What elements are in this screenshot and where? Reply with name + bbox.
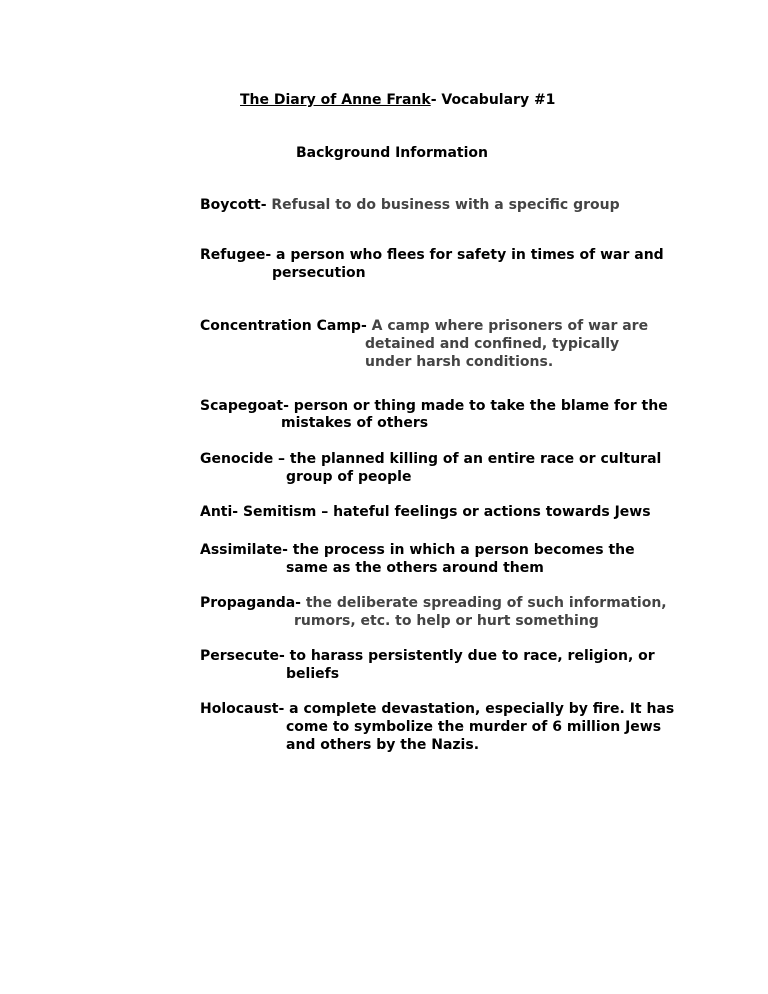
- vocab-entry-genocide: [200, 450, 661, 468]
- vocab-term: Boycott-: [200, 197, 267, 213]
- vocab-entry-concentration-camp: [200, 317, 648, 335]
- vocab-entry-anti-semitism: [200, 503, 651, 521]
- vocab-definition-continued: persecution: [272, 265, 366, 281]
- vocab-definition: the deliberate spreading of such information,: [300, 595, 667, 611]
- vocab-definition: to harass persistently due to race, religion, or: [284, 648, 655, 664]
- vocab-entry-assimilate: [200, 541, 635, 559]
- vocab-definition: A camp where prisoners of war are: [366, 318, 649, 334]
- vocab-entry-boycott: [200, 196, 620, 214]
- vocab-term: Propaganda-: [200, 595, 301, 611]
- vocab-definition: person or thing made to take the blame for the: [288, 398, 668, 414]
- vocab-definition-continued: rumors, etc. to help or hurt something: [294, 613, 599, 629]
- vocab-term: Genocide: [200, 451, 274, 467]
- title-rest: - Vocabulary #1: [430, 92, 556, 108]
- vocab-term: Assimilate-: [200, 542, 288, 558]
- section-heading: Background Information: [296, 145, 489, 161]
- vocab-term: Anti- Semitism: [200, 504, 317, 520]
- document-title: [240, 91, 555, 109]
- vocab-definition-continued: come to symbolize the murder of 6 million Jews: [286, 719, 662, 735]
- vocab-definition: – the planned killing of an entire race or cultural: [273, 451, 662, 467]
- vocab-term: Persecute-: [200, 648, 285, 664]
- vocab-definition: Refusal to do business with a specific group: [266, 197, 620, 213]
- vocab-definition: a person who flees for safety in times of war and: [271, 247, 664, 263]
- vocab-term: Refugee-: [200, 247, 272, 263]
- vocab-entry-persecute: [200, 647, 655, 665]
- vocab-term: Scapegoat-: [200, 398, 289, 414]
- vocab-definition-continued: detained and confined, typically: [365, 336, 620, 352]
- vocab-definition-continued: and others by the Nazis.: [286, 737, 480, 753]
- vocab-entry-propaganda: [200, 594, 667, 612]
- vocab-definition: the process in which a person becomes the: [287, 542, 635, 558]
- vocab-entry-refugee: [200, 246, 664, 264]
- vocab-definition: a complete devastation, especially by fire. It has: [284, 701, 675, 717]
- vocab-definition-continued: same as the others around them: [286, 560, 544, 576]
- vocab-entry-holocaust: [200, 700, 674, 718]
- vocab-entry-scapegoat: [200, 397, 668, 415]
- book-title: The Diary of Anne Frank: [240, 92, 431, 108]
- vocab-definition: – hateful feelings or actions towards Jews: [316, 504, 651, 520]
- vocab-definition-continued: beliefs: [286, 666, 340, 682]
- vocab-definition-continued: mistakes of others: [281, 415, 429, 431]
- vocab-definition-continued: under harsh conditions.: [365, 354, 554, 370]
- vocab-term: Concentration Camp-: [200, 318, 367, 334]
- vocab-definition-continued: group of people: [286, 469, 412, 485]
- vocab-term: Holocaust-: [200, 701, 285, 717]
